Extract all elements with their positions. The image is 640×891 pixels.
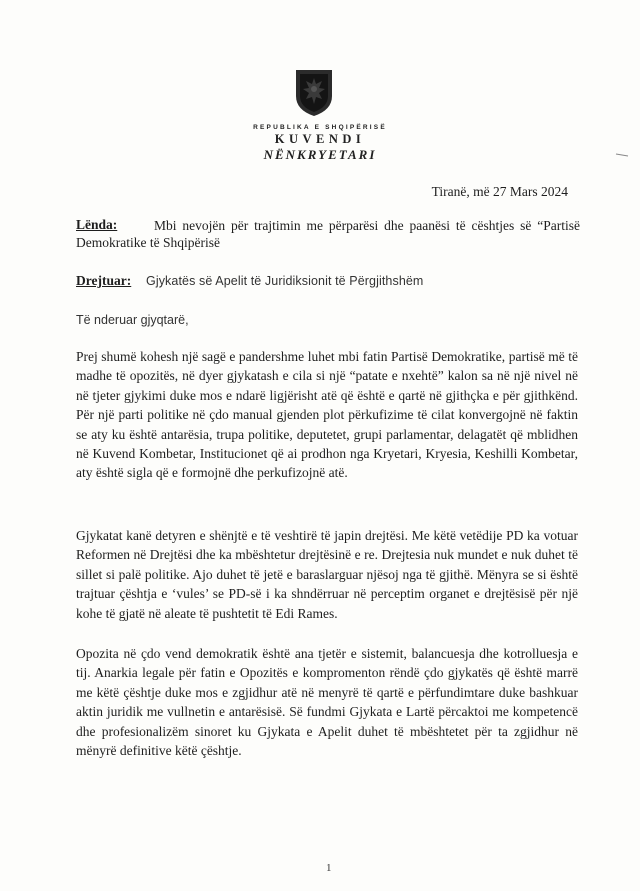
albanian-eagle-emblem-icon [292,66,336,118]
page-number: 1 [326,862,332,874]
office-title: NËNKRYETARI [263,147,377,162]
subject-text: Mbi nevojën për trajtimin me përparësi dhe paanësi të cështjes së “Partisë Demokratike të Shqipërisë [76,218,580,250]
body-paragraph: Gjykatat kanë detyren e shënjtë e të veshtirë të japin drejtësi. Me këtë vetëdije PD ka votuar Reformen në Drejtësi dhe ka mbështetur drejtësinë e re. Drejtesia nuk mundet e nuk duhet të sillet si palë politike. Ajo duhet të jetë e baraslarguar njësoj nga të gjithë. Mënyra se si është trajtuar çështja e ‘vules’ se PD-së i ka shndërruar në perceptim organet e drejtësisë për një kohe të gjatë në aleate të pushtetit të Edi Rames. [76,528,578,621]
margin-mark [612,150,632,170]
letter-date: Tiranë, më 27 Mars 2024 [431,184,568,199]
salutation: Të nderuar gjyqtarë, [76,313,189,327]
institution-name: KUVENDI [274,132,366,146]
body-paragraph: Prej shumë kohesh një sagë e pandershme luhet mbi fatin Partisë Demokratike, partisë më të madhe të opozitës, në dyer gjykatash e cila si një “patate e nxehtë” kalon sa në një nivel në në tjeter gjykimi duke mos e ndarë ligjërisht atë që është e qartë në gjithçka e për gjithkënd. Për një parti politike në çdo manual gjenden plot përkufizime të cilat konvergojnë në faktin se aty ku është antarësia, trupa politike, deputetet, grupi parlamentar, delagatët që mblidhen në Kuvend Kombetar, Institucionet që ai prodhon nga Kryetari, Kryesia, Keshilli Kombetar, aty është sigla që e formojnë dhe perkufizojnë atë. [76,349,578,481]
subject-label: Lënda: [76,217,118,232]
body-paragraph: Opozita në çdo vend demokratik është ana tjetër e sistemit, balancuesja dhe kotrolluesja e tij. Anarkia legale për fatin e Opozitës e kompromenton rëndë çdo gjykatës që është marrë me këtë çështje duke mos e zgjidhur atë në menyrë të qartë e përfundimtare duke bashkuar aktin juridik me vullnetin e antarësisë. Së fundmi Gjykata e Lartë përcaktoi me kompetencë dhe profesionalizëm sinoret ku Gjykata e Apelit duhet të mbështetet për ta zgjidhur në mënyrë definitive këtë çështje. [76,646,578,759]
republic-title: REPUBLIKA E SHQIPËRISË [253,124,387,131]
addressee-label: Drejtuar: [76,273,132,288]
letterhead [200,124,440,163]
addressee-text: Gjykatës së Apelit të Juridiksionit të Përgjithshëm [146,274,424,288]
